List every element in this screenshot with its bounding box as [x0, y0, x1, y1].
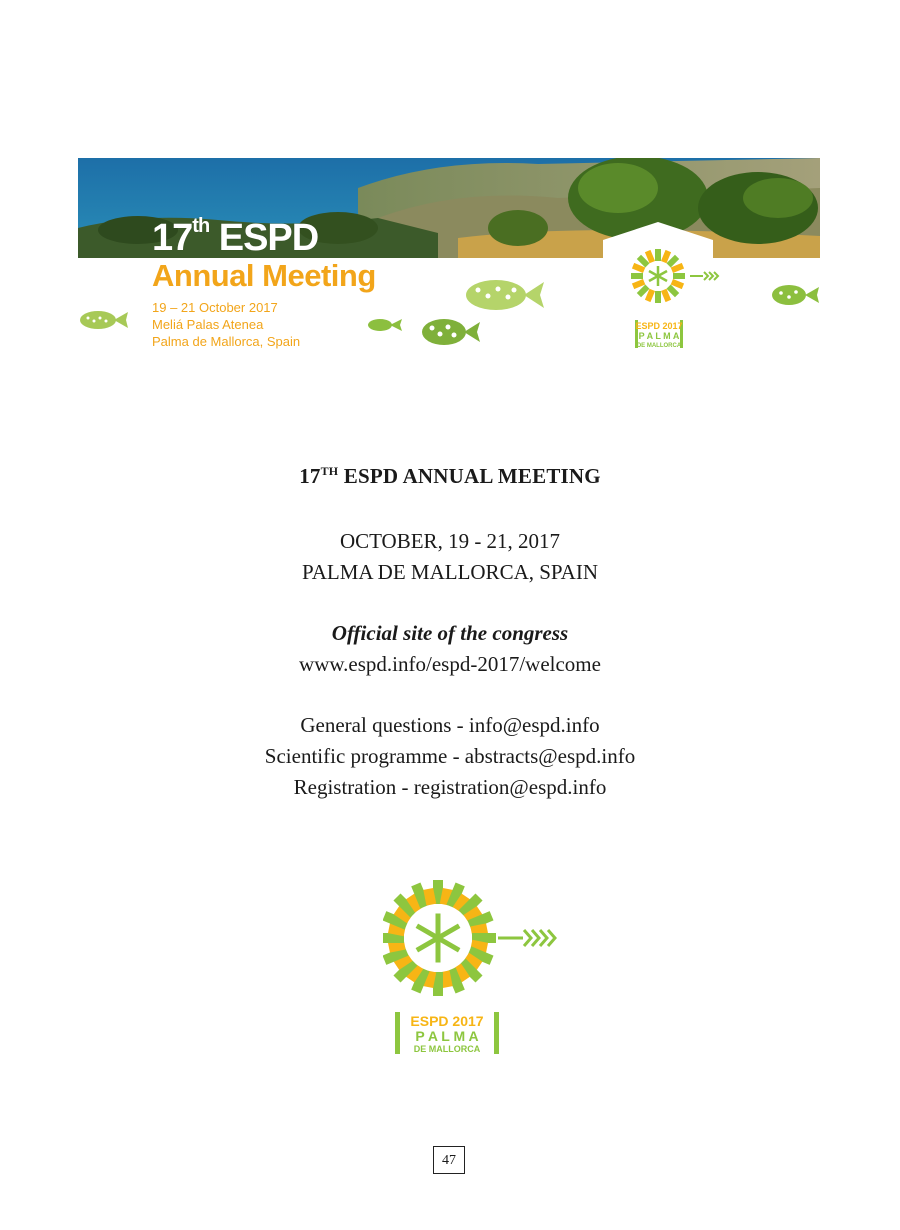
svg-text:ESPD 2017: ESPD 2017	[410, 1013, 484, 1029]
svg-text:P A L M A: P A L M A	[415, 1028, 479, 1044]
banner-event-details	[152, 299, 300, 350]
banner-venue: Meliá Palas Atenea	[152, 317, 264, 332]
official-site-block	[0, 618, 900, 680]
fish-icon	[366, 316, 402, 334]
event-banner	[78, 158, 820, 358]
meeting-dates: OCTOBER, 19 - 21, 2017	[339, 529, 561, 553]
official-site-link[interactable]: www.espd.info/espd-2017/welcome	[299, 652, 601, 676]
meeting-place: PALMA DE MALLORCA, SPAIN	[301, 560, 598, 584]
svg-text:P A L M A: P A L M A	[638, 331, 680, 341]
svg-text:DE MALLORCA: DE MALLORCA	[636, 343, 682, 349]
fish-icon	[771, 282, 819, 308]
espd-palma-logo-small	[618, 246, 758, 356]
contact-registration[interactable]: Registration - registration@espd.info	[293, 775, 607, 799]
fish-icon	[78, 308, 128, 332]
fish-icon	[420, 316, 480, 348]
banner-subtitle: Annual Meeting	[152, 258, 376, 293]
espd-palma-logo	[383, 876, 563, 1056]
fish-icon	[464, 276, 544, 314]
meeting-heading: 17TH ESPD ANNUAL MEETING	[299, 464, 601, 488]
official-site-label: Official site of the congress	[331, 621, 569, 645]
banner-title: 17th ESPD	[152, 215, 319, 259]
page-number: 47	[433, 1146, 465, 1174]
svg-text:ESPD 2017: ESPD 2017	[635, 321, 683, 331]
banner-date: 19 – 21 October 2017	[152, 300, 278, 315]
svg-text:DE MALLORCA: DE MALLORCA	[413, 1044, 481, 1054]
meeting-date-place	[0, 526, 900, 588]
contact-scientific[interactable]: Scientific programme - abstracts@espd.info	[264, 744, 636, 768]
contact-general[interactable]: General questions - info@espd.info	[300, 713, 600, 737]
banner-location: Palma de Mallorca, Spain	[152, 334, 301, 349]
contacts-block	[0, 710, 900, 803]
